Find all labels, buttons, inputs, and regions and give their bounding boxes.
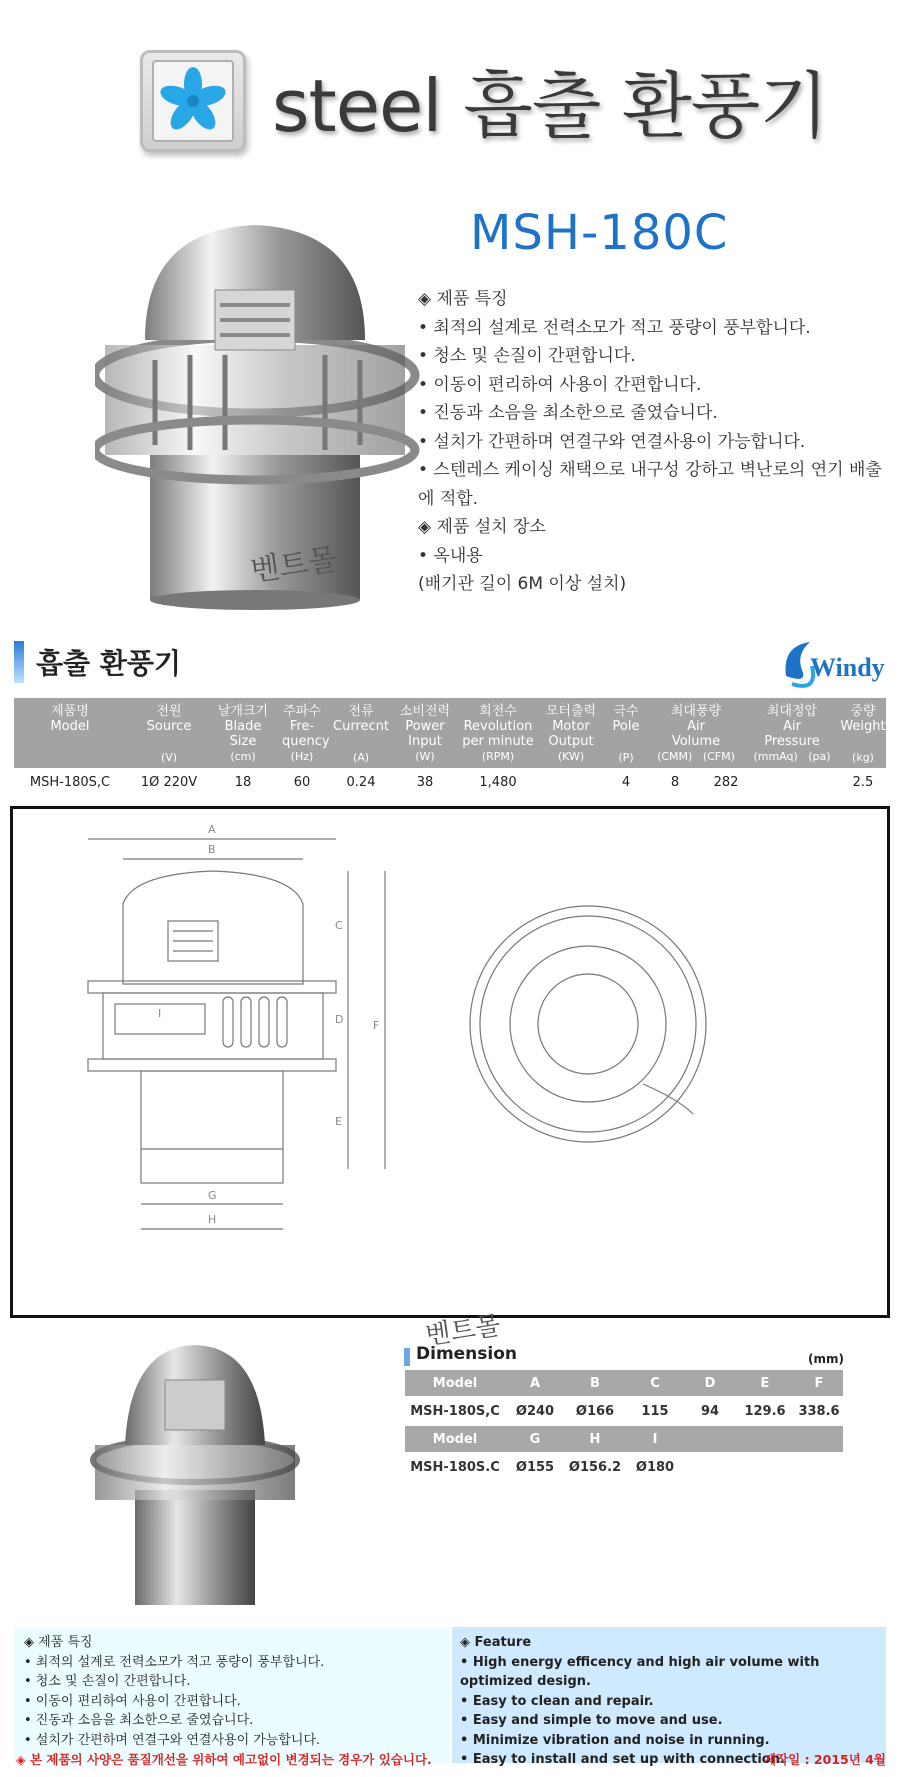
dim-cell: Ø166 — [575, 1404, 615, 1419]
panel-item: • High energy efficency and high air volume with optimized design. — [460, 1654, 820, 1689]
header-en: Revolution per minute — [462, 719, 534, 749]
panel-item: • Easy and simple to move and use. — [460, 1713, 723, 1728]
header-en: Weight — [840, 719, 886, 734]
drawing-svg — [13, 809, 887, 1315]
feature-item: • 진동과 소음을 최소한으로 줄였습니다. — [418, 403, 718, 423]
cell-pole: 4 — [621, 775, 631, 790]
dim-cell: 115 — [641, 1404, 669, 1419]
dim-cell: 129.6 — [744, 1404, 786, 1419]
dim-label-d: D — [335, 1013, 344, 1026]
install-item: • 옥내용 — [418, 545, 483, 566]
panel-heading: ◈ 제품 특징 — [24, 1635, 93, 1650]
dim-header-cell: A — [529, 1376, 541, 1391]
header-ko: 날개크기 — [217, 704, 269, 719]
dim-cell: MSH-180S.C — [410, 1460, 500, 1475]
header-en: Model — [50, 719, 90, 734]
dim-header-cell: B — [590, 1376, 600, 1391]
dim-cell: Ø180 — [635, 1460, 675, 1475]
production-date: 제작일 : 2015년 4월 — [764, 1752, 886, 1767]
dim-cell: MSH-180S,C — [410, 1404, 500, 1419]
dim-header-cell: I — [652, 1432, 658, 1447]
header-ko: 중량 — [850, 704, 876, 719]
dim-cell: Ø155 — [515, 1460, 555, 1475]
cell-rpm: 1,480 — [479, 775, 517, 790]
dim-header-cell: E — [760, 1376, 770, 1391]
dim-header-cell: Model — [432, 1432, 478, 1447]
header-unit: (RPM) — [481, 750, 515, 763]
dim-header-cell: D — [704, 1376, 716, 1391]
dimension-accent-bar — [404, 1348, 410, 1366]
technical-drawing — [10, 806, 890, 1318]
dimension-unit: (mm) — [808, 1352, 844, 1366]
header-unit: (KW) — [557, 750, 585, 763]
header-en: Power Input — [405, 719, 445, 749]
panel-item: • Easy to clean and repair. — [460, 1693, 654, 1709]
header-unit: (kg) — [852, 751, 874, 764]
dim-header-cell: C — [650, 1376, 660, 1391]
dim-header-cell: H — [589, 1432, 601, 1447]
dim-label-e: E — [335, 1115, 342, 1128]
cell-cfm: 282 — [713, 775, 739, 790]
dim-label-g: G — [208, 1189, 217, 1202]
panel-item: • 진동과 소음을 최소한으로 줄였습니다. — [24, 1713, 254, 1728]
dim-header-cell: G — [529, 1432, 541, 1447]
model-title: MSH-180C — [470, 205, 729, 261]
cell-model: MSH-180S,C — [29, 775, 111, 790]
cell-source: 1Ø 220V — [140, 775, 198, 790]
panel-item: • 청소 및 손질이 간편합니다. — [24, 1674, 191, 1689]
page-title: steel 흡출 환풍기 — [272, 64, 828, 148]
dim-header-cell: Model — [432, 1376, 478, 1391]
windy-logo — [778, 636, 888, 694]
header-unit: (Hz) — [290, 750, 314, 763]
panel-item: • 이동이 편리하여 사용이 간편합니다. — [24, 1693, 241, 1709]
install-note: (배기관 길이 6M 이상 설치) — [418, 574, 627, 594]
header-unit: (P) — [618, 751, 634, 764]
fan-icon — [143, 53, 243, 149]
panel-item: • 최적의 설계로 전력소모가 적고 풍량이 풍부합니다. — [24, 1654, 325, 1670]
feature-item: • 설치가 간편하며 연결구와 연결사용이 가능합니다. — [418, 431, 806, 452]
cell-weight: 2.5 — [852, 775, 874, 790]
dim-label-a: A — [208, 823, 216, 836]
dimension-title: Dimension — [416, 1344, 518, 1364]
header-ko: 최대정압 — [766, 704, 818, 719]
feature-item: • 이동이 편리하여 사용이 간편합니다. — [418, 374, 702, 395]
feature-heading: ◈ 제품 특징 — [418, 289, 508, 309]
header-ko: 회전수 — [479, 704, 517, 719]
header-en: Currecnt — [333, 719, 389, 734]
header-ko: 소비전력 — [399, 704, 451, 719]
header-ko: 제품명 — [51, 704, 89, 719]
header-en: Air Pressure — [764, 719, 820, 749]
dim-cell: Ø156.2 — [568, 1460, 622, 1475]
cell-blade: 18 — [234, 775, 252, 790]
header-ko: 주파수 — [283, 704, 321, 719]
dimension-header-row — [405, 1426, 843, 1452]
product-photo-2 — [90, 1335, 300, 1610]
dimension-row — [405, 1454, 843, 1480]
section-title: 흡출 환풍기 — [36, 647, 181, 680]
spec-table-row — [14, 770, 886, 794]
panel-item: • 설치가 간편하며 연결구와 연결사용이 가능합니다. — [24, 1732, 321, 1748]
header-en: Pole — [612, 719, 640, 734]
panel-item: • Easy to install and set up with connection. — [460, 1752, 785, 1767]
dim-cell: Ø240 — [515, 1404, 555, 1419]
dim-label-c: C — [335, 919, 343, 932]
watermark: 벤트몰 — [423, 1310, 503, 1352]
notice-text: ◈ 본 제품의 사양은 품질개선을 위하여 예고없이 변경되는 경우가 있습니다. — [16, 1752, 432, 1767]
dim-cell: 338.6 — [798, 1404, 840, 1419]
dim-label-b: B — [208, 843, 216, 856]
panel-item: • Minimize vibration and noise in running. — [460, 1732, 770, 1748]
feature-item: • 청소 및 손질이 간편합니다. — [418, 346, 636, 366]
dim-cell: 94 — [700, 1404, 720, 1419]
dimension-header-row — [405, 1370, 843, 1396]
header-unit: (CMM) (CFM) — [657, 750, 735, 763]
header-en: Source — [146, 719, 192, 734]
header-en: Motor Output — [548, 719, 594, 749]
watermark: 벤트몰 — [248, 542, 340, 589]
header-unit: (A) — [352, 751, 370, 764]
header-unit: (mmAq) (pa) — [753, 750, 831, 763]
dim-label-h: H — [208, 1213, 217, 1226]
fan-logo — [140, 50, 246, 152]
feature-list — [418, 285, 888, 599]
feature-item: • 스텐레스 케이싱 채택으로 내구성 강하고 벽난로의 연기 배출에 적합. — [418, 460, 882, 509]
header-ko: 전류 — [348, 704, 374, 719]
header-unit: (V) — [160, 751, 178, 764]
feature-item: • 최적의 설계로 전력소모가 적고 풍량이 풍부합니다. — [418, 317, 811, 338]
feature-panel-en — [452, 1627, 886, 1767]
header-ko: 최대풍량 — [670, 704, 722, 719]
header-unit: (W) — [415, 750, 435, 763]
cell-power: 38 — [416, 775, 434, 790]
header-en: Blade Size — [224, 719, 262, 749]
brand-name: Windy — [810, 653, 885, 682]
header-en: Fre- quency — [282, 719, 330, 749]
header-ko: 전원 — [156, 704, 182, 719]
spec-table-header — [14, 698, 886, 768]
header-ko: 모터출력 — [545, 704, 597, 719]
cell-frequency: 60 — [293, 775, 311, 790]
header-ko: 극수 — [613, 704, 639, 719]
dimension-row — [405, 1398, 843, 1424]
section-accent-bar — [14, 641, 24, 683]
header-en: Air Volume — [671, 719, 721, 749]
dim-header-cell: F — [814, 1376, 824, 1391]
feature-panel-ko — [14, 1627, 450, 1763]
dim-label-f: F — [373, 1019, 380, 1032]
header-unit: (cm) — [230, 750, 256, 763]
cell-cmm: 8 — [670, 775, 680, 790]
install-heading: ◈ 제품 설치 장소 — [418, 517, 546, 537]
cell-current: 0.24 — [346, 775, 376, 790]
dim-label-i: I — [158, 1007, 162, 1020]
panel-heading: ◈ Feature — [460, 1635, 532, 1650]
